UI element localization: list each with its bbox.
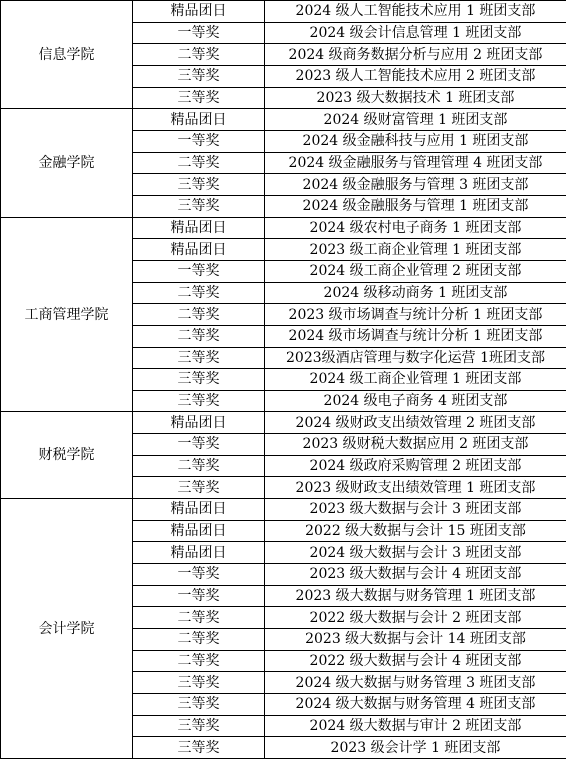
award-cell: 一等奖	[133, 22, 265, 44]
branch-cell: 2023 级财政支出绩效管理 1 班团支部	[265, 477, 566, 499]
college-cell: 金融学院	[1, 109, 133, 217]
award-cell: 三等奖	[133, 477, 265, 499]
branch-cell: 2022 级大数据与会计 15 班团支部	[265, 520, 566, 542]
branch-cell: 2024 级大数据与审计 2 班团支部	[265, 715, 566, 737]
branch-cell: 2024 级金融服务与管理 1 班团支部	[265, 195, 566, 217]
branch-cell: 2022 级大数据与会计 4 班团支部	[265, 650, 566, 672]
award-cell: 三等奖	[133, 672, 265, 694]
branch-cell: 2024 级金融服务与管理 3 班团支部	[265, 174, 566, 196]
award-cell: 二等奖	[133, 607, 265, 629]
branch-cell: 2024 级财富管理 1 班团支部	[265, 109, 566, 131]
branch-cell: 2024 级移动商务 1 班团支部	[265, 282, 566, 304]
branch-cell: 2022 级大数据与会计 2 班团支部	[265, 607, 566, 629]
award-cell: 精品团日	[133, 542, 265, 564]
college-cell: 会计学院	[1, 499, 133, 759]
branch-cell: 2023 级大数据与财务管理 1 班团支部	[265, 585, 566, 607]
award-cell: 精品团日	[133, 412, 265, 434]
branch-cell: 2024 级电子商务 4 班团支部	[265, 390, 566, 412]
branch-cell: 2024 级大数据与财务管理 4 班团支部	[265, 694, 566, 716]
table-row	[1, 217, 566, 239]
branch-cell: 2024 级财政支出绩效管理 2 班团支部	[265, 412, 566, 434]
branch-cell: 2024 级商务数据分析与应用 2 班团支部	[265, 44, 566, 66]
branch-cell: 2023 级财税大数据应用 2 班团支部	[265, 434, 566, 456]
award-cell: 二等奖	[133, 455, 265, 477]
branch-cell: 2024 级大数据与财务管理 3 班团支部	[265, 672, 566, 694]
award-cell: 二等奖	[133, 325, 265, 347]
college-cell: 信息学院	[1, 1, 133, 109]
table-row	[1, 1, 566, 23]
award-cell: 一等奖	[133, 260, 265, 282]
branch-cell: 2024 级人工智能技术应用 1 班团支部	[265, 1, 566, 23]
branch-cell: 2023级酒店管理与数字化运营 1班团支部	[265, 347, 566, 369]
branch-cell: 2024 级工商企业管理 1 班团支部	[265, 369, 566, 391]
award-cell: 一等奖	[133, 434, 265, 456]
branch-cell: 2023 级大数据技术 1 班团支部	[265, 87, 566, 109]
branch-cell: 2023 级工商企业管理 1 班团支部	[265, 239, 566, 261]
award-cell: 精品团日	[133, 109, 265, 131]
branch-cell: 2023 级大数据与会计 14 班团支部	[265, 629, 566, 651]
table-row	[1, 412, 566, 434]
award-cell: 二等奖	[133, 650, 265, 672]
award-cell: 三等奖	[133, 87, 265, 109]
table-row	[1, 499, 566, 521]
award-cell: 三等奖	[133, 347, 265, 369]
branch-cell: 2024 级金融科技与应用 1 班团支部	[265, 130, 566, 152]
award-cell: 三等奖	[133, 195, 265, 217]
table-row	[1, 109, 566, 131]
branch-cell: 2024 级工商企业管理 2 班团支部	[265, 260, 566, 282]
award-cell: 精品团日	[133, 217, 265, 239]
award-cell: 一等奖	[133, 585, 265, 607]
award-cell: 三等奖	[133, 390, 265, 412]
college-cell: 工商管理学院	[1, 217, 133, 412]
award-table-body	[1, 1, 566, 759]
branch-cell: 2023 级市场调查与统计分析 1 班团支部	[265, 304, 566, 326]
branch-cell: 2024 级农村电子商务 1 班团支部	[265, 217, 566, 239]
award-cell: 二等奖	[133, 629, 265, 651]
award-cell: 三等奖	[133, 65, 265, 87]
award-cell: 二等奖	[133, 282, 265, 304]
award-cell: 三等奖	[133, 737, 265, 759]
award-cell: 三等奖	[133, 174, 265, 196]
award-cell: 精品团日	[133, 1, 265, 23]
award-cell: 二等奖	[133, 152, 265, 174]
branch-cell: 2023 级大数据与会计 4 班团支部	[265, 564, 566, 586]
award-cell: 二等奖	[133, 304, 265, 326]
award-cell: 三等奖	[133, 694, 265, 716]
branch-cell: 2024 级大数据与会计 3 班团支部	[265, 542, 566, 564]
branch-cell: 2023 级大数据与会计 3 班团支部	[265, 499, 566, 521]
branch-cell: 2024 级政府采购管理 2 班团支部	[265, 455, 566, 477]
branch-cell: 2023 级会计学 1 班团支部	[265, 737, 566, 759]
award-cell: 三等奖	[133, 715, 265, 737]
branch-cell: 2024 级会计信息管理 1 班团支部	[265, 22, 566, 44]
award-cell: 精品团日	[133, 520, 265, 542]
award-cell: 一等奖	[133, 130, 265, 152]
branch-cell: 2024 级金融服务与管理管理 4 班团支部	[265, 152, 566, 174]
branch-cell: 2024 级市场调查与统计分析 1 班团支部	[265, 325, 566, 347]
award-cell: 精品团日	[133, 499, 265, 521]
award-cell: 一等奖	[133, 564, 265, 586]
award-cell: 二等奖	[133, 44, 265, 66]
branch-cell: 2023 级人工智能技术应用 2 班团支部	[265, 65, 566, 87]
award-cell: 三等奖	[133, 369, 265, 391]
award-cell: 精品团日	[133, 239, 265, 261]
college-cell: 财税学院	[1, 412, 133, 499]
